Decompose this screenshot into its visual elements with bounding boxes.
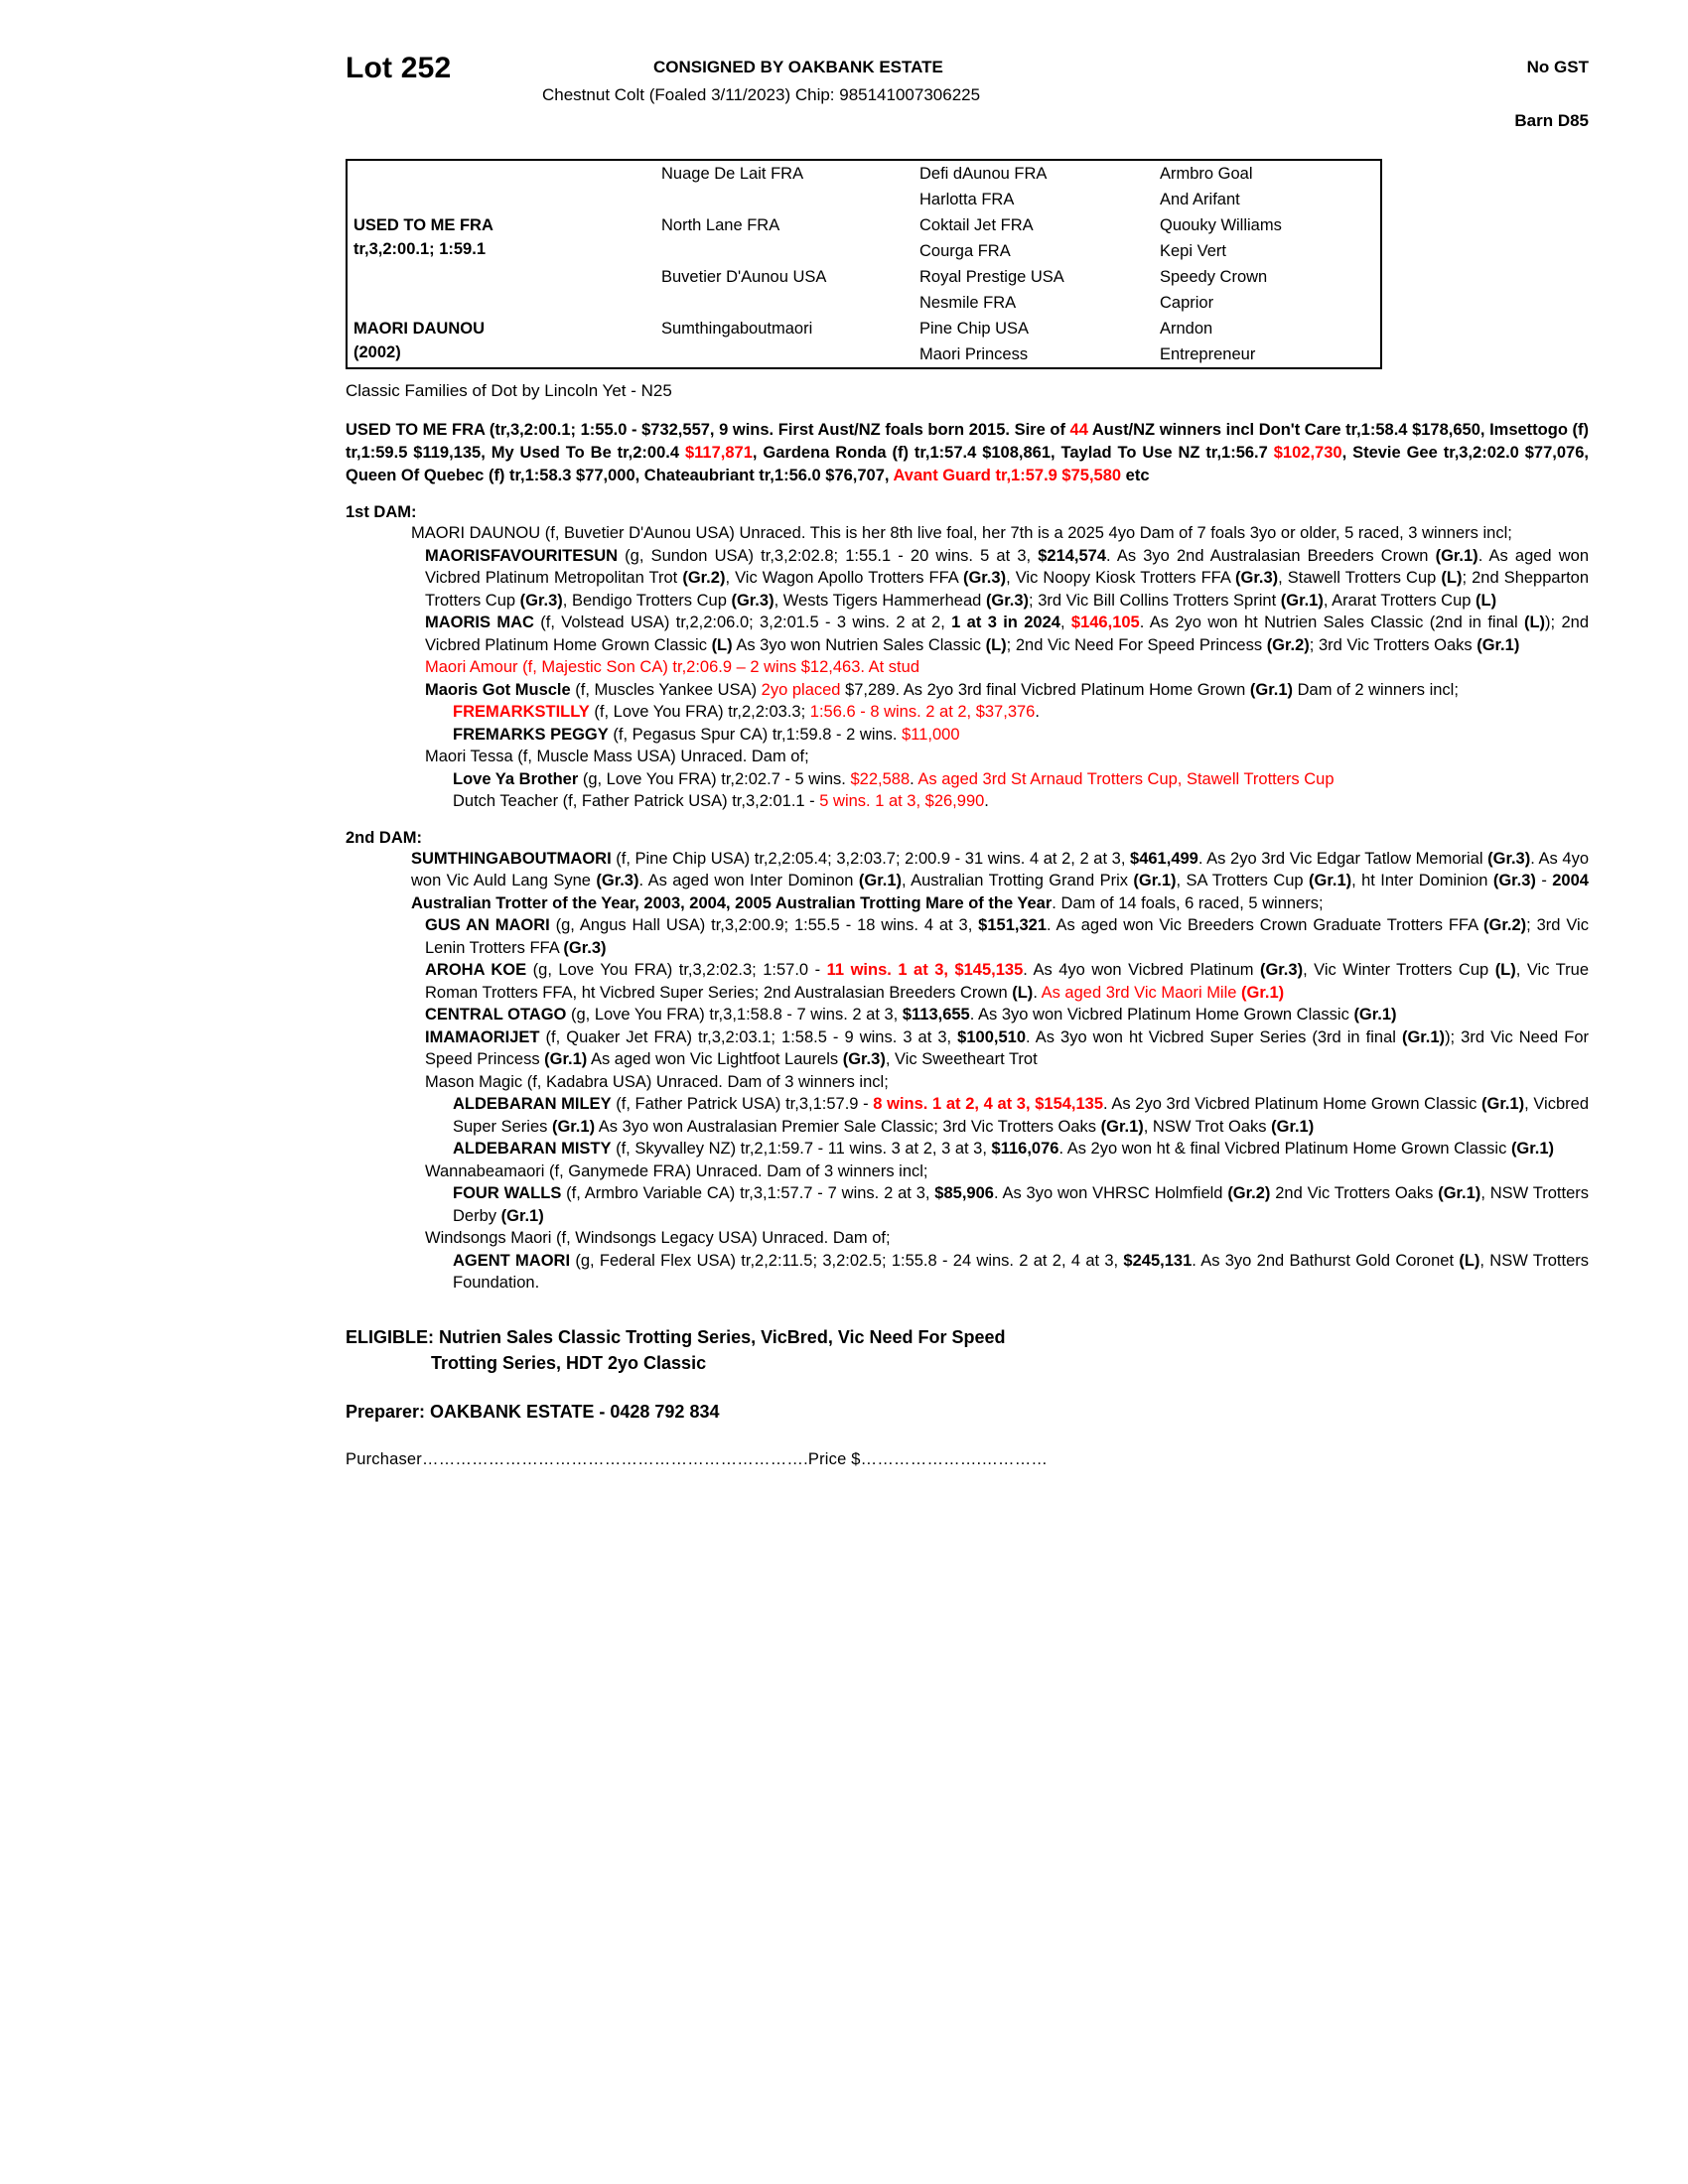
text-segment: - xyxy=(1535,872,1553,889)
text-segment: (Gr.3) xyxy=(1235,569,1279,587)
progeny-entry xyxy=(401,1250,1589,1295)
text-segment: , NSW Trotters Derby xyxy=(453,1184,1589,1225)
text-segment: $151,321 xyxy=(978,916,1047,934)
dam-year: (2002) xyxy=(353,343,401,361)
sire-summary-part1: USED TO ME FRA (tr,3,2:00.1; 1:55.0 - $732,557, 9 wins. First Aust/NZ foals born 2015. Sire of xyxy=(346,421,1070,439)
pedigree-cell: Royal Prestige USA xyxy=(919,268,1064,286)
sire-name-cell xyxy=(347,212,655,264)
text-segment: 8 wins. 1 at 2, 4 at 3, $154,135 xyxy=(873,1095,1104,1113)
text-segment: As aged 3rd Vic Maori Mile xyxy=(1041,983,1242,1002)
text-segment: , ht Inter Dominion xyxy=(1351,872,1493,889)
text-segment: Dam of 2 winners incl; xyxy=(1293,680,1459,699)
progeny-name: FOUR WALLS xyxy=(453,1184,562,1202)
text-segment: (Gr.1) xyxy=(1401,1027,1446,1046)
eligible-line-1: ELIGIBLE: Nutrien Sales Classic Trotting Series, VicBred, Vic Need For Speed xyxy=(346,1326,1006,1347)
text-segment: (g, Federal Flex USA) tr,2,2:11.5; 3,2:02.5; 1:55.8 - 24 wins. 2 at 2, 4 at 3, xyxy=(570,1251,1124,1270)
pedigree-cell: Kepi Vert xyxy=(1160,242,1226,260)
text-segment: (f, Pine Chip USA) tr,2,2:05.4; 3,2:03.7; 2:00.9 - 31 wins. 4 at 2, 2 at 3, xyxy=(611,849,1131,868)
text-segment: (Gr.3) xyxy=(596,872,639,889)
pedigree-cell: Nesmile FRA xyxy=(919,294,1017,312)
text-segment: , Australian Trotting Grand Prix xyxy=(902,872,1134,889)
text-segment: (Gr.1) xyxy=(1353,1006,1397,1024)
text-segment: (Gr.1) xyxy=(1241,983,1285,1002)
text-segment: (g, Sundon USA) tr,3,2:02.8; 1:55.1 - 20 wins. 5 at 3, xyxy=(618,546,1039,565)
progeny-entry xyxy=(373,1071,1589,1094)
text-segment: . As 2yo won ht & final Vicbred Platinum Home Grown Classic xyxy=(1058,1140,1511,1158)
text-segment: (Gr.2) xyxy=(1227,1184,1271,1202)
progeny-entry xyxy=(373,679,1589,702)
progeny-name: FREMARKS PEGGY xyxy=(453,725,609,744)
sire-summary-part3: , Gardena Ronda (f) tr,1:57.4 $108,861, Taylad To Use NZ tr,1:56.7 xyxy=(752,444,1274,462)
text-segment: ; 3rd Vic Trotters Oaks xyxy=(1309,635,1477,654)
text-segment: (f, Skyvalley NZ) tr,2,1:59.7 - 11 wins. 3 at 2, 3 at 3, xyxy=(611,1140,992,1158)
first-dam-name: MAORI DAUNOU xyxy=(411,524,541,542)
sire-summary-earnings-1: $117,871 xyxy=(684,444,753,462)
text-segment: $116,076 xyxy=(991,1140,1059,1158)
text-segment: . As 2yo 3rd Vicbred Platinum Home Grown Classic xyxy=(1103,1095,1481,1113)
text-segment: (Gr.1) xyxy=(1438,1184,1481,1202)
lot-number: Lot 252 xyxy=(346,52,452,84)
progeny-name: Dutch Teacher xyxy=(453,792,559,810)
pedigree-cell xyxy=(655,238,914,264)
pedigree-cell: Defi dAunou FRA xyxy=(919,165,1048,183)
sire-summary-part5: etc xyxy=(1121,467,1150,484)
text-segment: (L) xyxy=(711,635,733,654)
text-segment: , Wests Tigers Hammerhead xyxy=(774,591,986,610)
text-segment: As 3yo won Australasian Premier Sale Classic; 3rd Vic Trotters Oaks xyxy=(595,1117,1101,1136)
progeny-entry xyxy=(373,1004,1589,1026)
text-segment: . xyxy=(910,769,918,788)
text-segment: As 3yo won Nutrien Sales Classic xyxy=(732,635,986,654)
progeny-name: Mason Magic xyxy=(425,1072,523,1091)
text-segment: , SA Trotters Cup xyxy=(1176,872,1310,889)
text-segment: (L) xyxy=(1476,591,1497,610)
text-segment: (f, Ganymede FRA) Unraced. Dam of 3 winners incl; xyxy=(544,1161,928,1180)
dam-name: MAORI DAUNOU xyxy=(353,320,485,338)
progeny-name: CENTRAL OTAGO xyxy=(425,1006,567,1024)
text-segment: 1 at 3 in 2024 xyxy=(951,614,1060,631)
text-segment: , NSW Trotters Foundation. xyxy=(453,1251,1590,1292)
progeny-name: MAORIS MAC xyxy=(425,614,534,631)
purchaser-line: Purchaser…………………………………………………………….Price $………………….………… xyxy=(346,1449,1049,1468)
text-segment: . As 3yo won Vicbred Platinum Home Grown Classic xyxy=(969,1006,1354,1024)
progeny-name: MAORISFAVOURITESUN xyxy=(425,546,619,565)
text-segment: ; 3rd Vic Bill Collins Trotters Sprint xyxy=(1029,591,1281,610)
pedigree-cell: Sumthingaboutmaori xyxy=(661,320,813,338)
first-dam-intro-text: (f, Buvetier D'Aunou USA) Unraced. This is her 8th live foal, her 7th is a 2025 4yo Dam of 7 foals 3yo or older, 5 raced, 3 winners incl; xyxy=(540,524,1512,542)
text-segment: , Stawell Trotters Cup xyxy=(1278,569,1442,587)
text-segment: (Gr.3) xyxy=(563,938,607,957)
text-segment: ; 2nd Shepparton Trotters Cup xyxy=(425,569,1590,610)
text-segment: , Ararat Trotters Cup xyxy=(1323,591,1476,610)
text-segment: . As 4yo won Vicbred Platinum xyxy=(1023,961,1260,979)
progeny-entry xyxy=(401,1138,1589,1160)
text-segment: (Gr.1) xyxy=(1271,1117,1315,1136)
text-segment: , Vic Wagon Apollo Trotters FFA xyxy=(725,569,963,587)
text-segment: (Gr.1) xyxy=(1477,635,1520,654)
text-segment: , Vic Noopy Kiosk Trotters FFA xyxy=(1006,569,1236,587)
text-segment: $100,510 xyxy=(957,1027,1026,1046)
text-segment: (g, Love You FRA) tr,3,1:58.8 - 7 wins. 2 at 3, xyxy=(566,1006,903,1024)
text-segment: (L) xyxy=(1459,1251,1480,1270)
text-segment: (Gr.1) xyxy=(500,1206,544,1225)
text-segment: (Gr.2) xyxy=(1266,635,1310,654)
progeny-name: Maori Tessa xyxy=(425,748,513,765)
text-segment: (L) xyxy=(985,635,1007,654)
text-segment: , xyxy=(1059,614,1071,631)
text-segment: (f, Father Patrick USA) tr,3,1:57.9 - xyxy=(611,1095,874,1113)
text-segment: . xyxy=(984,792,989,810)
text-segment: . As aged won Vicbred Platinum Metropolitan Trot xyxy=(425,546,1589,587)
dam-cell xyxy=(347,264,655,316)
progeny-entry xyxy=(401,1093,1589,1138)
text-segment: (f, Majestic Son CA) tr,2:06.9 – 2 wins $12,463. At stud xyxy=(517,658,919,676)
pedigree-cell: Arndon xyxy=(1160,320,1213,338)
text-segment: (Gr.3) xyxy=(985,591,1030,610)
second-dam-heading: 2nd DAM: xyxy=(346,828,422,847)
first-dam-intro xyxy=(359,522,1589,545)
table-row xyxy=(347,212,1381,238)
progeny-name: Maoris Got Muscle xyxy=(425,680,571,699)
sire-summary-earnings-3: Avant Guard tr,1:57.9 $75,580 xyxy=(893,467,1122,484)
text-segment: (Gr.1) xyxy=(1249,680,1294,699)
progeny-name: AGENT MAORI xyxy=(453,1251,571,1270)
text-segment: $245,131 xyxy=(1123,1251,1193,1270)
text-segment: , Bendigo Trotters Cup xyxy=(562,591,732,610)
pedigree-cell: Caprior xyxy=(1160,294,1214,312)
progeny-name: Wannabeamaori xyxy=(425,1161,545,1180)
text-segment: (Gr.1) xyxy=(1133,872,1177,889)
text-segment: (Gr.3) xyxy=(519,591,563,610)
text-segment: (Gr.3) xyxy=(842,1050,886,1068)
text-segment: (Gr.1) xyxy=(544,1050,588,1068)
pedigree-cell: Entrepreneur xyxy=(1160,345,1256,363)
text-segment: (Gr.3) xyxy=(1492,872,1536,889)
progeny-entry xyxy=(401,724,1589,747)
text-segment: $85,906 xyxy=(934,1184,994,1202)
text-segment: As aged 3rd St Arnaud Trotters Cup, Stawell Trotters Cup xyxy=(917,769,1335,788)
progeny-name: IMAMAORIJET xyxy=(425,1027,540,1046)
text-segment: (Gr.3) xyxy=(731,591,774,610)
pedigree-cell: Pine Chip USA xyxy=(919,320,1030,338)
text-segment: . As 3yo 2nd Bathurst Gold Coronet xyxy=(1192,1251,1460,1270)
text-segment: (f, Muscle Mass USA) Unraced. Dam of; xyxy=(512,748,809,765)
text-segment: (Gr.3) xyxy=(1259,961,1304,979)
progeny-entry xyxy=(373,1227,1589,1250)
text-segment: ; 3rd Vic Lenin Trotters FFA xyxy=(425,916,1589,957)
text-segment: (g, Angus Hall USA) tr,3,2:00.9; 1:55.5 - 18 wins. 4 at 3, xyxy=(549,916,979,934)
text-segment: (f, Father Patrick USA) tr,3,2:01.1 - xyxy=(558,792,820,810)
pedigree-cell xyxy=(655,187,914,212)
eligible-line-2: Trotting Series, HDT 2yo Classic xyxy=(431,1352,707,1373)
text-segment: ; 2nd Vic Need For Speed Princess xyxy=(1006,635,1267,654)
text-segment: , Vic True Roman Trotters FFA, ht Vicbred Super Series; 2nd Australasian Breeders Crown xyxy=(425,961,1589,1002)
second-dam-name: SUMTHINGABOUTMAORI xyxy=(411,849,612,868)
text-segment: (Gr.1) xyxy=(1309,872,1352,889)
text-segment: . xyxy=(1035,703,1040,721)
text-segment: (f, Volstead USA) tr,2,2:06.0; 3,2:01.5 - 3 wins. 2 at 2, xyxy=(533,614,952,631)
table-row xyxy=(347,160,1381,187)
horse-description: Chestnut Colt (Foaled 3/11/2023) Chip: 985141007306225 xyxy=(542,85,981,104)
pedigree-cell: Harlotta FRA xyxy=(919,191,1015,208)
text-segment: (L) xyxy=(1494,961,1516,979)
text-segment: $22,588 xyxy=(850,769,911,788)
text-segment: (Gr.1) xyxy=(858,872,902,889)
pedigree-cell: Armbro Goal xyxy=(1160,165,1253,183)
second-dam-intro xyxy=(359,848,1589,915)
progeny-entry xyxy=(373,656,1589,679)
text-segment: (L) xyxy=(1012,983,1034,1002)
table-row xyxy=(347,316,1381,341)
text-segment: (f, Windsongs Legacy USA) Unraced. Dam of; xyxy=(551,1229,891,1247)
text-segment: $113,655 xyxy=(902,1006,970,1024)
text-segment: . As 3yo 2nd Australasian Breeders Crown xyxy=(1106,546,1436,565)
gst-status: No GST xyxy=(1526,58,1589,76)
progeny-entry xyxy=(373,1026,1589,1071)
progeny-entry xyxy=(373,746,1589,768)
text-segment: ); 2nd Vicbred Platinum Home Grown Classic xyxy=(425,614,1590,654)
text-segment: (Gr.1) xyxy=(1100,1117,1144,1136)
pedigree-cell: And Arifant xyxy=(1160,191,1240,208)
text-segment: (f, Muscles Yankee USA) xyxy=(570,680,762,699)
text-segment: $11,000 xyxy=(902,725,960,744)
progeny-name: FREMARKSTILLY xyxy=(453,703,590,721)
barn-number: Barn D85 xyxy=(1514,111,1589,130)
pedigree-cell: Nuage De Lait FRA xyxy=(661,165,804,183)
table-row xyxy=(347,264,1381,290)
consignor-label: CONSIGNED BY OAKBANK ESTATE xyxy=(653,58,943,76)
text-segment: , NSW Trot Oaks xyxy=(1143,1117,1272,1136)
text-segment: $461,499 xyxy=(1130,849,1198,868)
text-segment: (L) xyxy=(1523,614,1546,631)
text-segment: . Dam of 14 foals, 6 raced, 5 winners; xyxy=(1052,893,1324,912)
progeny-entry xyxy=(401,1182,1589,1227)
pedigree-cell: Speedy Crown xyxy=(1160,268,1268,286)
first-dam-heading: 1st DAM: xyxy=(346,503,417,521)
progeny-name: Love Ya Brother xyxy=(453,769,579,788)
sire-summary-part4: , Stevie Gee tr,3,2:02.0 $77,076, Queen Of Quebec (f) tr,1:58.3 $77,000, Chateaubriant tr,1:56.0 $76,707, xyxy=(346,444,1589,484)
text-segment: . As 3yo won ht Vicbred Super Series (3rd in final xyxy=(1026,1027,1402,1046)
pedigree-cell xyxy=(655,341,914,368)
progeny-entry xyxy=(401,768,1589,791)
pedigree-cell: Courga FRA xyxy=(919,242,1011,260)
sire-record: tr,3,2:00.1; 1:59.1 xyxy=(353,240,486,258)
sire-summary-part2: Aust/NZ winners incl Don't Care tr,1:58.4 $178,650, Imsettogo (f) tr,1:59.5 $119,135, My Used To Be tr,2:00.4 xyxy=(346,421,1589,462)
text-segment: 5 wins. 1 at 3, $26,990 xyxy=(819,792,985,810)
text-segment: , Vic Sweetheart Trot xyxy=(885,1050,1038,1068)
first-dam-entries xyxy=(346,545,1589,813)
text-segment: $146,105 xyxy=(1070,614,1140,631)
progeny-entry xyxy=(373,612,1589,656)
text-segment: (g, Love You FRA) tr,3,2:02.3; 1:57.0 - xyxy=(526,961,827,979)
text-segment: (Gr.1) xyxy=(1510,1140,1555,1158)
text-segment: 11 wins. 1 at 3, $145,135 xyxy=(826,961,1024,979)
text-segment: 1:56.6 - 8 wins. 2 at 2, $37,376 xyxy=(809,703,1036,721)
progeny-name: ALDEBARAN MILEY xyxy=(453,1095,612,1113)
progeny-name: GUS AN MAORI xyxy=(425,916,550,934)
pedigree-cell: Maori Princess xyxy=(919,345,1029,363)
text-segment: $7,289. As 2yo 3rd final Vicbred Platinum Home Grown xyxy=(840,680,1250,699)
text-segment: As aged won Vic Lightfoot Laurels xyxy=(587,1050,843,1068)
pedigree-cell xyxy=(655,290,914,316)
progeny-entry xyxy=(401,701,1589,724)
progeny-entry xyxy=(373,1160,1589,1183)
text-segment: (g, Love You FRA) tr,2:02.7 - 5 wins. xyxy=(578,769,851,788)
progeny-name: Maori Amour xyxy=(425,658,518,676)
text-segment: . As 3yo won VHRSC Holmfield xyxy=(993,1184,1228,1202)
second-dam-entries xyxy=(346,914,1589,1295)
text-segment: 2004 Australian Trotter of the Year, 2003, 2004, 2005 Australian Trotting Mare of the Year xyxy=(411,872,1589,912)
text-segment: (Gr.3) xyxy=(962,569,1007,587)
text-segment: . As 4yo won Vic Auld Lang Syne xyxy=(411,849,1589,889)
text-segment: ); 3rd Vic Need For Speed Princess xyxy=(425,1027,1589,1068)
sire-cell xyxy=(347,160,655,212)
text-segment: (Gr.1) xyxy=(1435,546,1478,565)
progeny-entry xyxy=(373,545,1589,613)
progeny-entry xyxy=(373,914,1589,959)
pedigree-cell: Coktail Jet FRA xyxy=(919,216,1034,234)
text-segment: (f, Love You FRA) tr,2,2:03.3; xyxy=(589,703,810,721)
pedigree-cell: North Lane FRA xyxy=(661,216,780,234)
text-segment: (f, Pegasus Spur CA) tr,1:59.8 - 2 wins. xyxy=(608,725,903,744)
sire-name: USED TO ME FRA xyxy=(353,216,493,234)
dam-name-cell xyxy=(347,316,655,368)
progeny-name: ALDEBARAN MISTY xyxy=(453,1140,612,1158)
sire-summary xyxy=(346,419,1589,487)
pedigree-cell: Buvetier D'Aunou USA xyxy=(661,268,827,286)
text-segment: . xyxy=(1033,983,1042,1002)
text-segment: $214,574 xyxy=(1038,546,1107,565)
text-segment: . As aged won Vic Breeders Crown Graduate Trotters FFA xyxy=(1047,916,1484,934)
text-segment: (Gr.1) xyxy=(1481,1095,1525,1113)
text-segment: . As 2yo 3rd Vic Edgar Tatlow Memorial xyxy=(1197,849,1488,868)
text-segment: (L) xyxy=(1441,569,1463,587)
text-segment: . As aged won Inter Dominon xyxy=(638,872,859,889)
pedigree-cell: Quouky Williams xyxy=(1160,216,1282,234)
pedigree-table-wrapper xyxy=(346,159,1589,369)
text-segment: , Vicbred Super Series xyxy=(453,1095,1590,1136)
progeny-name: Windsongs Maori xyxy=(425,1229,552,1247)
progeny-entry xyxy=(373,959,1589,1004)
text-segment: , Vic Winter Trotters Cup xyxy=(1303,961,1495,979)
classic-families-line: Classic Families of Dot by Lincoln Yet - N25 xyxy=(346,381,672,400)
preparer-line: Preparer: OAKBANK ESTATE - 0428 792 834 xyxy=(346,1401,720,1422)
text-segment: (Gr.1) xyxy=(1280,591,1324,610)
progeny-name: AROHA KOE xyxy=(425,961,527,979)
text-segment: (Gr.1) xyxy=(551,1117,596,1136)
eligible-block xyxy=(346,1324,1589,1376)
text-segment: (f, Quaker Jet FRA) tr,3,2:03.1; 1:58.5 - 9 wins. 3 at 3, xyxy=(539,1027,958,1046)
text-segment: (Gr.2) xyxy=(682,569,726,587)
progeny-entry xyxy=(401,790,1589,813)
pedigree-table xyxy=(346,159,1382,369)
text-segment: . As 2yo won ht Nutrien Sales Classic (2nd in final xyxy=(1139,614,1524,631)
text-segment: 2nd Vic Trotters Oaks xyxy=(1270,1184,1439,1202)
text-segment: (Gr.3) xyxy=(1487,849,1531,868)
sire-summary-winners-count: 44 xyxy=(1069,421,1088,439)
text-segment: (f, Kadabra USA) Unraced. Dam of 3 winners incl; xyxy=(522,1072,889,1091)
sire-summary-earnings-2: $102,730 xyxy=(1273,444,1342,462)
page-header xyxy=(346,48,1589,143)
text-segment: (f, Armbro Variable CA) tr,3,1:57.7 - 7 wins. 2 at 3, xyxy=(561,1184,935,1202)
text-segment: (Gr.2) xyxy=(1483,916,1527,934)
text-segment: 2yo placed xyxy=(761,680,841,699)
